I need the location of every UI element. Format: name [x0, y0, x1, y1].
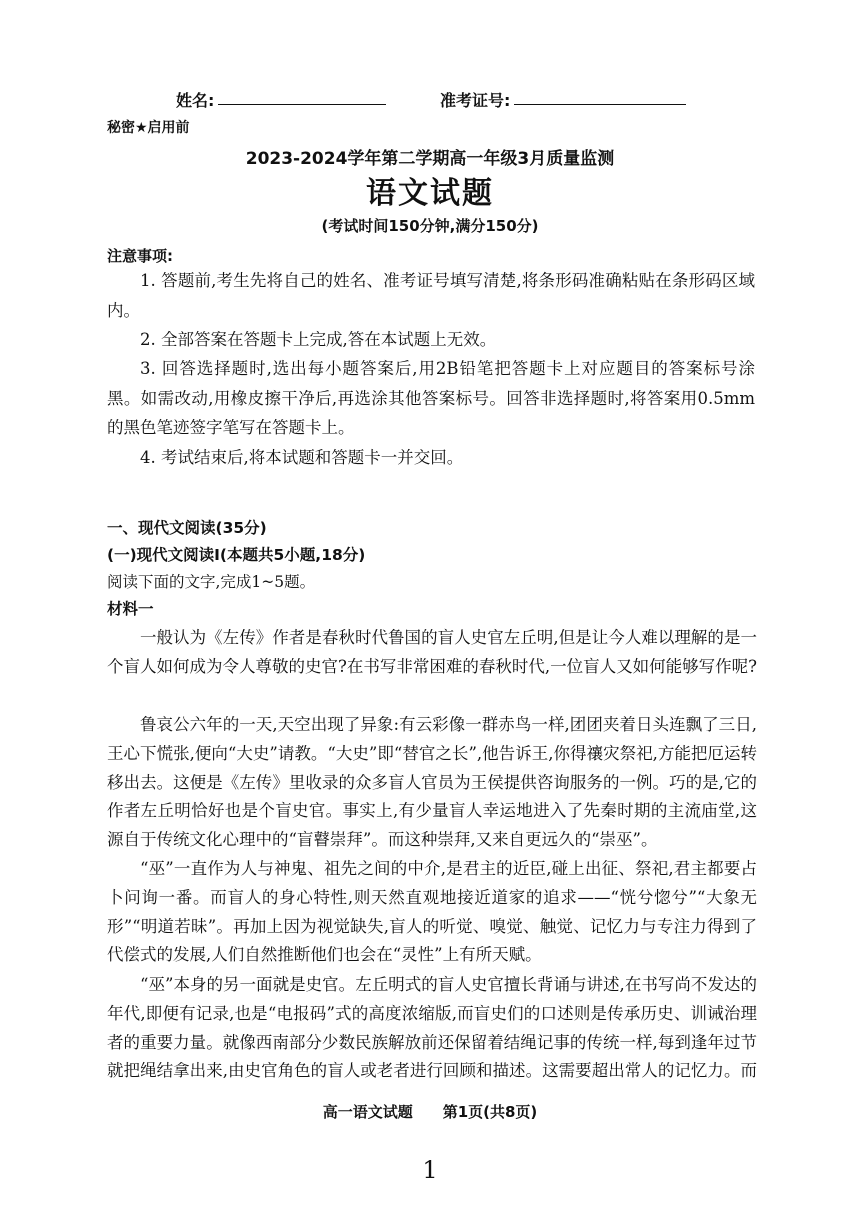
exam-number-field[interactable]	[514, 104, 686, 105]
secret-label: 秘密★启用前	[107, 120, 190, 136]
passage-paragraph-3: “巫”一直作为人与神鬼、祖先之间的中介,是君主的近臣,碰上出征、祭祀,君主都要占卜问询一番。而盲人的身心特性,则天然直观地接近道家的追求——“恍兮惚兮”“大象无形”“明道若昧”。再加上因为视觉缺失,盲人的听觉、嗅觉、触觉、记忆力与专注力得到了代偿式的发展,人们自然推断他们也会在“灵性”上有所天赋。	[107, 859, 757, 965]
name-label: 姓名:	[176, 91, 215, 110]
name-field[interactable]	[218, 104, 386, 105]
page-number: 1	[422, 1156, 438, 1184]
notice-item-1: 1. 答题前,考生先将自己的姓名、准考证号填写清楚,将条形码准确粘贴在条形码区域内。	[107, 271, 755, 320]
page-footer: 高一语文试题 第1页(共8页)	[322, 1103, 538, 1121]
passage-paragraph-1: 一般认为《左传》作者是春秋时代鲁国的盲人史官左丘明,但是让今人难以理解的是一个盲人如何成为令人尊敬的史官?在书写非常困难的春秋时代,一位盲人又如何能够写作呢?	[107, 628, 757, 676]
material-label: 材料一	[107, 600, 154, 618]
exam-number-label: 准考证号:	[440, 91, 511, 110]
passage-paragraph-4: “巫”本身的另一面就是史官。左丘明式的盲人史官擅长背诵与讲述,在书写尚不发达的年代,即便有记录,也是“电报码”式的高度浓缩版,而盲史们的口述则是传承历史、训诫治理者的重要力量。就像西南部分少数民族解放前还保留着结绳记事的传统一样,每到逢年过节就把绳结拿出来,由史官角色的盲人或老者进行回顾和描述。这需要超出常人的记忆力。而	[107, 975, 757, 1081]
passage-paragraph-2: 鲁哀公六年的一天,天空出现了异象:有云彩像一群赤鸟一样,团团夹着日头连飘了三日,王心下慌张,便向“大史”请教。“大史”即“替官之长”,他告诉王,你得禳灾祭祀,方能把厄运转移出去。这便是《左传》里收录的众多盲人官员为王侯提供咨询服务的一例。巧的是,它的作者左丘明恰好也是个盲史官。事实上,有少量盲人幸运地进入了先秦时期的主流庙堂,这源自于传统文化心理中的“盲瞽崇拜”。而这种崇拜,又来自更远久的“崇巫”。	[107, 715, 757, 850]
section-heading: 一、现代文阅读(35分)	[107, 519, 267, 537]
notice-item-3: 3. 回答选择题时,选出每小题答案后,用2B铅笔把答题卡上对应题目的答案标号涂黑。如需改动,用橡皮擦干净后,再选涂其他答案标号。回答非选择题时,将答案用0.5mm的黑色笔迹签字笔写在答题卡上。	[107, 359, 755, 437]
exam-title: 2023-2024学年第二学期高一年级3月质量监测	[245, 149, 615, 169]
exam-time-info: (考试时间150分钟,满分150分)	[321, 217, 539, 235]
reading-instruction: 阅读下面的文字,完成1~5题。	[107, 573, 316, 591]
subject-title: 语文试题	[366, 176, 494, 211]
notice-heading: 注意事项:	[107, 247, 173, 265]
notice-item-4: 4. 考试结束后,将本试题和答题卡一并交回。	[140, 448, 464, 467]
section-subheading: (一)现代文阅读Ⅰ(本题共5小题,18分)	[107, 546, 366, 564]
notice-item-2: 2. 全部答案在答题卡上完成,答在本试题上无效。	[140, 330, 497, 349]
